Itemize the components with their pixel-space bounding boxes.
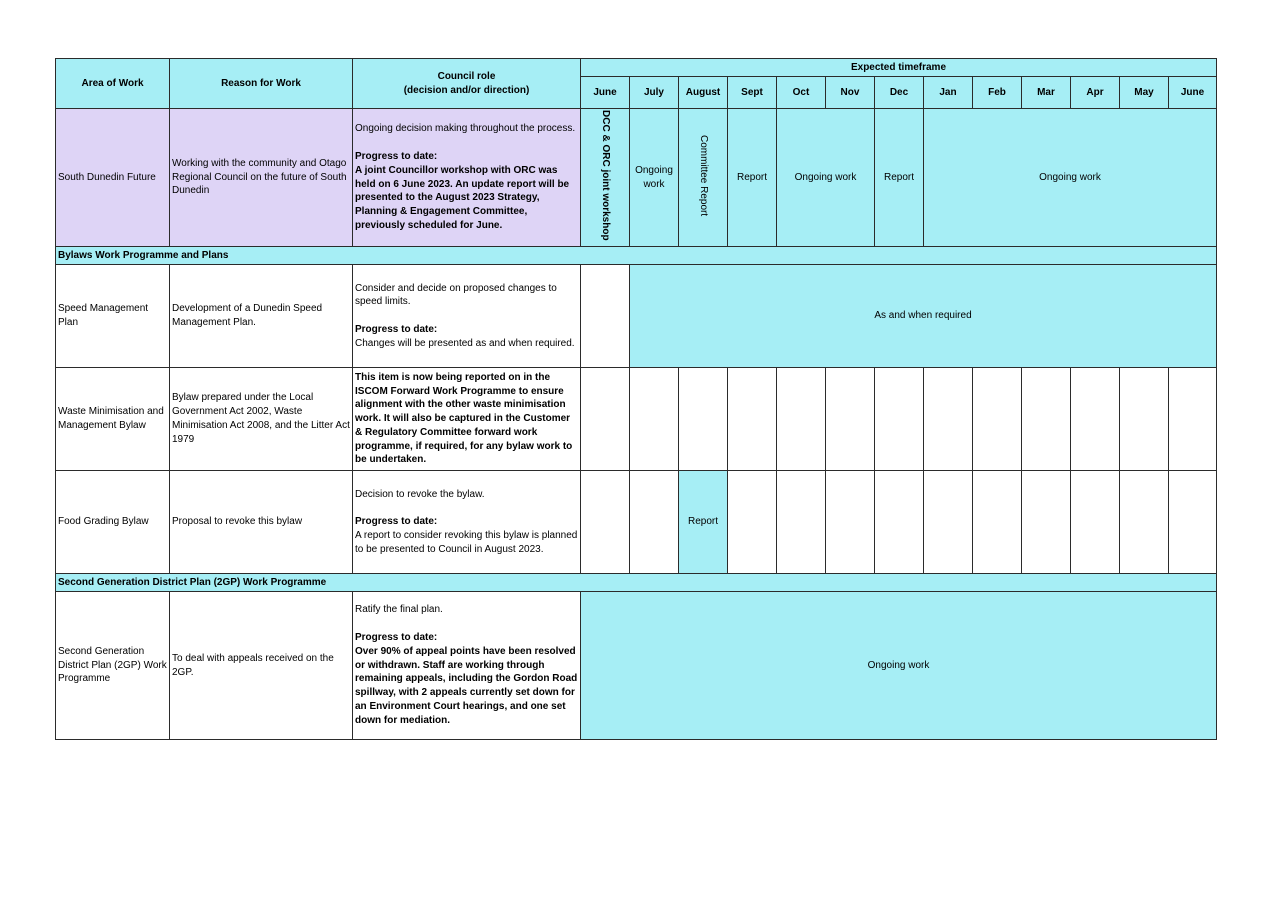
progress-label: Progress to date: — [355, 632, 438, 643]
council-role-cell — [353, 109, 581, 247]
council-role-cell — [353, 471, 581, 574]
area-cell: Second Generation District Plan (2GP) Work Programme — [56, 592, 170, 740]
area-cell: Speed Management Plan — [56, 265, 170, 368]
timeline-cell — [777, 471, 826, 574]
timeline-oct-nov: Ongoing work — [777, 109, 875, 247]
council-role-cell — [353, 265, 581, 368]
timeline-cell — [630, 368, 679, 471]
timeline-cell — [826, 368, 875, 471]
month-nov: Nov — [826, 77, 875, 109]
timeline-cell — [875, 471, 924, 574]
timeline-dec: Report — [875, 109, 924, 247]
area-cell: Food Grading Bylaw — [56, 471, 170, 574]
timeline-cell — [1169, 471, 1217, 574]
timeline-cell — [1169, 368, 1217, 471]
timeline-cell — [924, 471, 973, 574]
table-row — [56, 471, 1217, 574]
month-june-next: June — [1169, 77, 1217, 109]
month-july: July — [630, 77, 679, 109]
area-cell: South Dunedin Future — [56, 109, 170, 247]
table-row — [56, 109, 1217, 247]
joint-workshop-label: DCC & ORC joint workshop — [600, 109, 611, 241]
timeline-cell — [1071, 368, 1120, 471]
month-dec: Dec — [875, 77, 924, 109]
role-intro: Ongoing decision making throughout the process. — [355, 123, 576, 135]
timeline-cell — [581, 368, 630, 471]
progress-label: Progress to date: — [355, 323, 438, 335]
timeline-cell — [875, 368, 924, 471]
timeline-cell — [1022, 471, 1071, 574]
timeline-cell — [1120, 368, 1169, 471]
month-june: June — [581, 77, 630, 109]
section-heading-2gp: Second Generation District Plan (2GP) Work Programme — [56, 574, 1217, 592]
month-august: August — [679, 77, 728, 109]
progress-label: Progress to date: — [355, 150, 438, 162]
timeline-cell — [581, 471, 630, 574]
progress-text: A report to consider revoking this bylaw is planned to be presented to Council in August 2023. — [355, 529, 578, 555]
progress-text: A joint Councillor workshop with ORC was held on 6 June 2023. An update report will be presented to the August 2023 Strategy, Planning & Engagement Committee, previously scheduled for June. — [355, 164, 570, 231]
reason-cell: Development of a Dunedin Speed Management Plan. — [170, 265, 353, 368]
timeline-cell — [728, 368, 777, 471]
timeline-cell — [1120, 471, 1169, 574]
month-apr: Apr — [1071, 77, 1120, 109]
section-heading-bylaws: Bylaws Work Programme and Plans — [56, 247, 1217, 265]
header-expected-timeframe: Expected timeframe — [581, 59, 1217, 77]
timeline-cell — [973, 471, 1022, 574]
timeline-july-june: As and when required — [630, 265, 1217, 368]
work-programme-table — [55, 58, 1217, 740]
committee-report-label: Committee Report — [698, 134, 709, 216]
table-row — [56, 265, 1217, 368]
header-council-role — [353, 59, 581, 109]
table-row — [56, 368, 1217, 471]
area-cell: Waste Minimisation and Management Bylaw — [56, 368, 170, 471]
header-area: Area of Work — [56, 59, 170, 109]
timeline-august: Report — [679, 471, 728, 574]
timeline-august — [679, 109, 728, 247]
timeline-june — [581, 265, 630, 368]
table-row — [56, 592, 1217, 740]
month-jan: Jan — [924, 77, 973, 109]
role-intro: Decision to revoke the bylaw. — [355, 488, 485, 500]
progress-text: Over 90% of appeal points have been resolved or withdrawn. Staff are working through remaining appeals, including the Gordon Road spillway, with 2 appeals currently set down for an Environment Court hearings, and one set down for mediation. — [355, 645, 578, 726]
timeline-cell — [924, 368, 973, 471]
timeline-all-months: Ongoing work — [581, 592, 1217, 740]
timeline-sept: Report — [728, 109, 777, 247]
month-mar: Mar — [1022, 77, 1071, 109]
council-role-cell — [353, 592, 581, 740]
role-intro: Consider and decide on proposed changes to speed limits. — [355, 282, 557, 308]
timeline-cell — [777, 368, 826, 471]
role-intro: Ratify the final plan. — [355, 604, 443, 616]
header-council-role-line2: (decision and/or direction) — [403, 84, 530, 96]
header-reason: Reason for Work — [170, 59, 353, 109]
header-council-role-line1: Council role — [437, 70, 496, 82]
month-oct: Oct — [777, 77, 826, 109]
month-feb: Feb — [973, 77, 1022, 109]
timeline-cell — [973, 368, 1022, 471]
timeline-cell — [1071, 471, 1120, 574]
month-sept: Sept — [728, 77, 777, 109]
reason-cell: Proposal to revoke this bylaw — [170, 471, 353, 574]
month-may: May — [1120, 77, 1169, 109]
timeline-cell — [679, 368, 728, 471]
timeline-cell — [630, 471, 679, 574]
timeline-jan-june: Ongoing work — [924, 109, 1217, 247]
timeline-cell — [728, 471, 777, 574]
reason-cell: Bylaw prepared under the Local Government Act 2002, Waste Minimisation Act 2008, and the Litter Act 1979 — [170, 368, 353, 471]
timeline-cell — [826, 471, 875, 574]
timeline-june — [581, 109, 630, 247]
reason-cell: Working with the community and Otago Regional Council on the future of South Dunedin — [170, 109, 353, 247]
timeline-july: Ongoing work — [630, 109, 679, 247]
council-role-cell: This item is now being reported on in the ISCOM Forward Work Programme to ensure alignment with the other waste minimisation work. It will also be captured in the Customer & Regulatory Committee forward work programme, if required, for any bylaw work to be undertaken. — [353, 368, 581, 471]
progress-label: Progress to date: — [355, 516, 438, 528]
timeline-cell — [1022, 368, 1071, 471]
progress-text: Changes will be presented as and when required. — [355, 337, 575, 349]
reason-cell: To deal with appeals received on the 2GP. — [170, 592, 353, 740]
